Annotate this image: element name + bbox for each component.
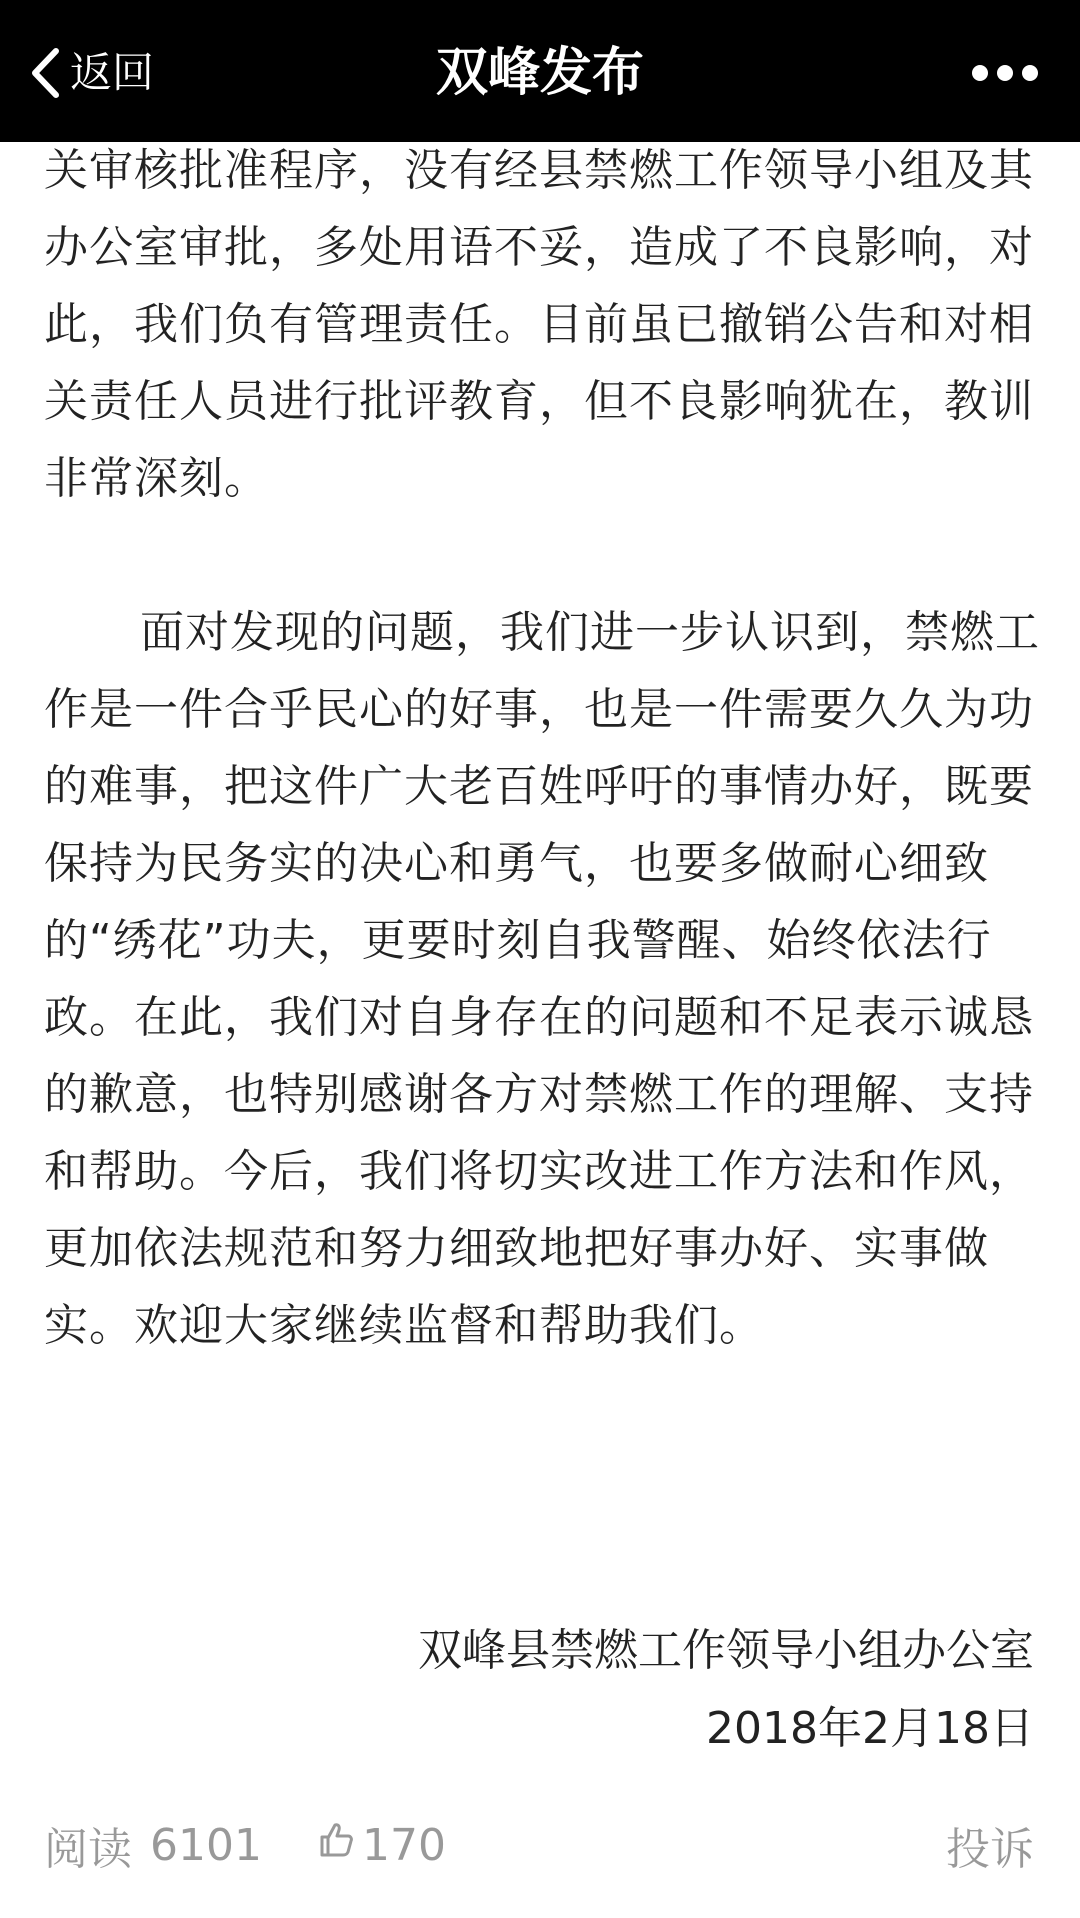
signature-block <box>418 1612 1034 1768</box>
back-label: 返回 <box>70 48 155 97</box>
more-dots-icon <box>970 62 1040 84</box>
article-body <box>44 132 1044 1364</box>
top-navigation-bar <box>0 0 1080 142</box>
like-button[interactable] <box>316 1820 446 1871</box>
read-count <box>44 1813 262 1877</box>
read-number: 6101 <box>150 1819 262 1871</box>
report-link[interactable]: 投诉 <box>946 1824 1034 1875</box>
read-label: 阅读 <box>44 1824 132 1875</box>
like-number: 170 <box>361 1819 446 1871</box>
thumbs-up-icon <box>316 1820 356 1871</box>
paragraph-gap <box>44 517 1044 594</box>
signature-date: 2018年2月18日 <box>706 1703 1034 1754</box>
signature-organization: 双峰县禁燃工作领导小组办公室 <box>418 1625 1034 1676</box>
article-paragraph-2: 面对发现的问题，我们进一步认识到，禁燃工作是一件合乎民心的好事，也是一件需要久久为功的难事，把这件广大老百姓呼吁的事情办好，既要保持为民务实的决心和勇气，也要多做耐心细致的“绣花”功夫，更要时刻自我警醒、始终依法行政。在此，我们对自身存在的问题和不足表示诚恳的歉意，也特别感谢各方对禁燃工作的理解、支持和帮助。今后，我们将切实改进工作方法和作风，更加依法规范和努力细致地把好事办好、实事做实。欢迎大家继续监督和帮助我们。 <box>44 607 1040 1351</box>
article-footer <box>44 1810 1034 1880</box>
more-options-button[interactable] <box>970 62 1040 84</box>
page-title: 双峰发布 <box>435 43 644 103</box>
article-paragraph-1: 关审核批准程序，没有经县禁燃工作领导小组及其办公室审批，多处用语不妥，造成了不良影响，对此，我们负有管理责任。目前虽已撤销公告和对相关责任人员进行批评教育，但不良影响犹在，教训非常深刻。 <box>44 145 1034 504</box>
